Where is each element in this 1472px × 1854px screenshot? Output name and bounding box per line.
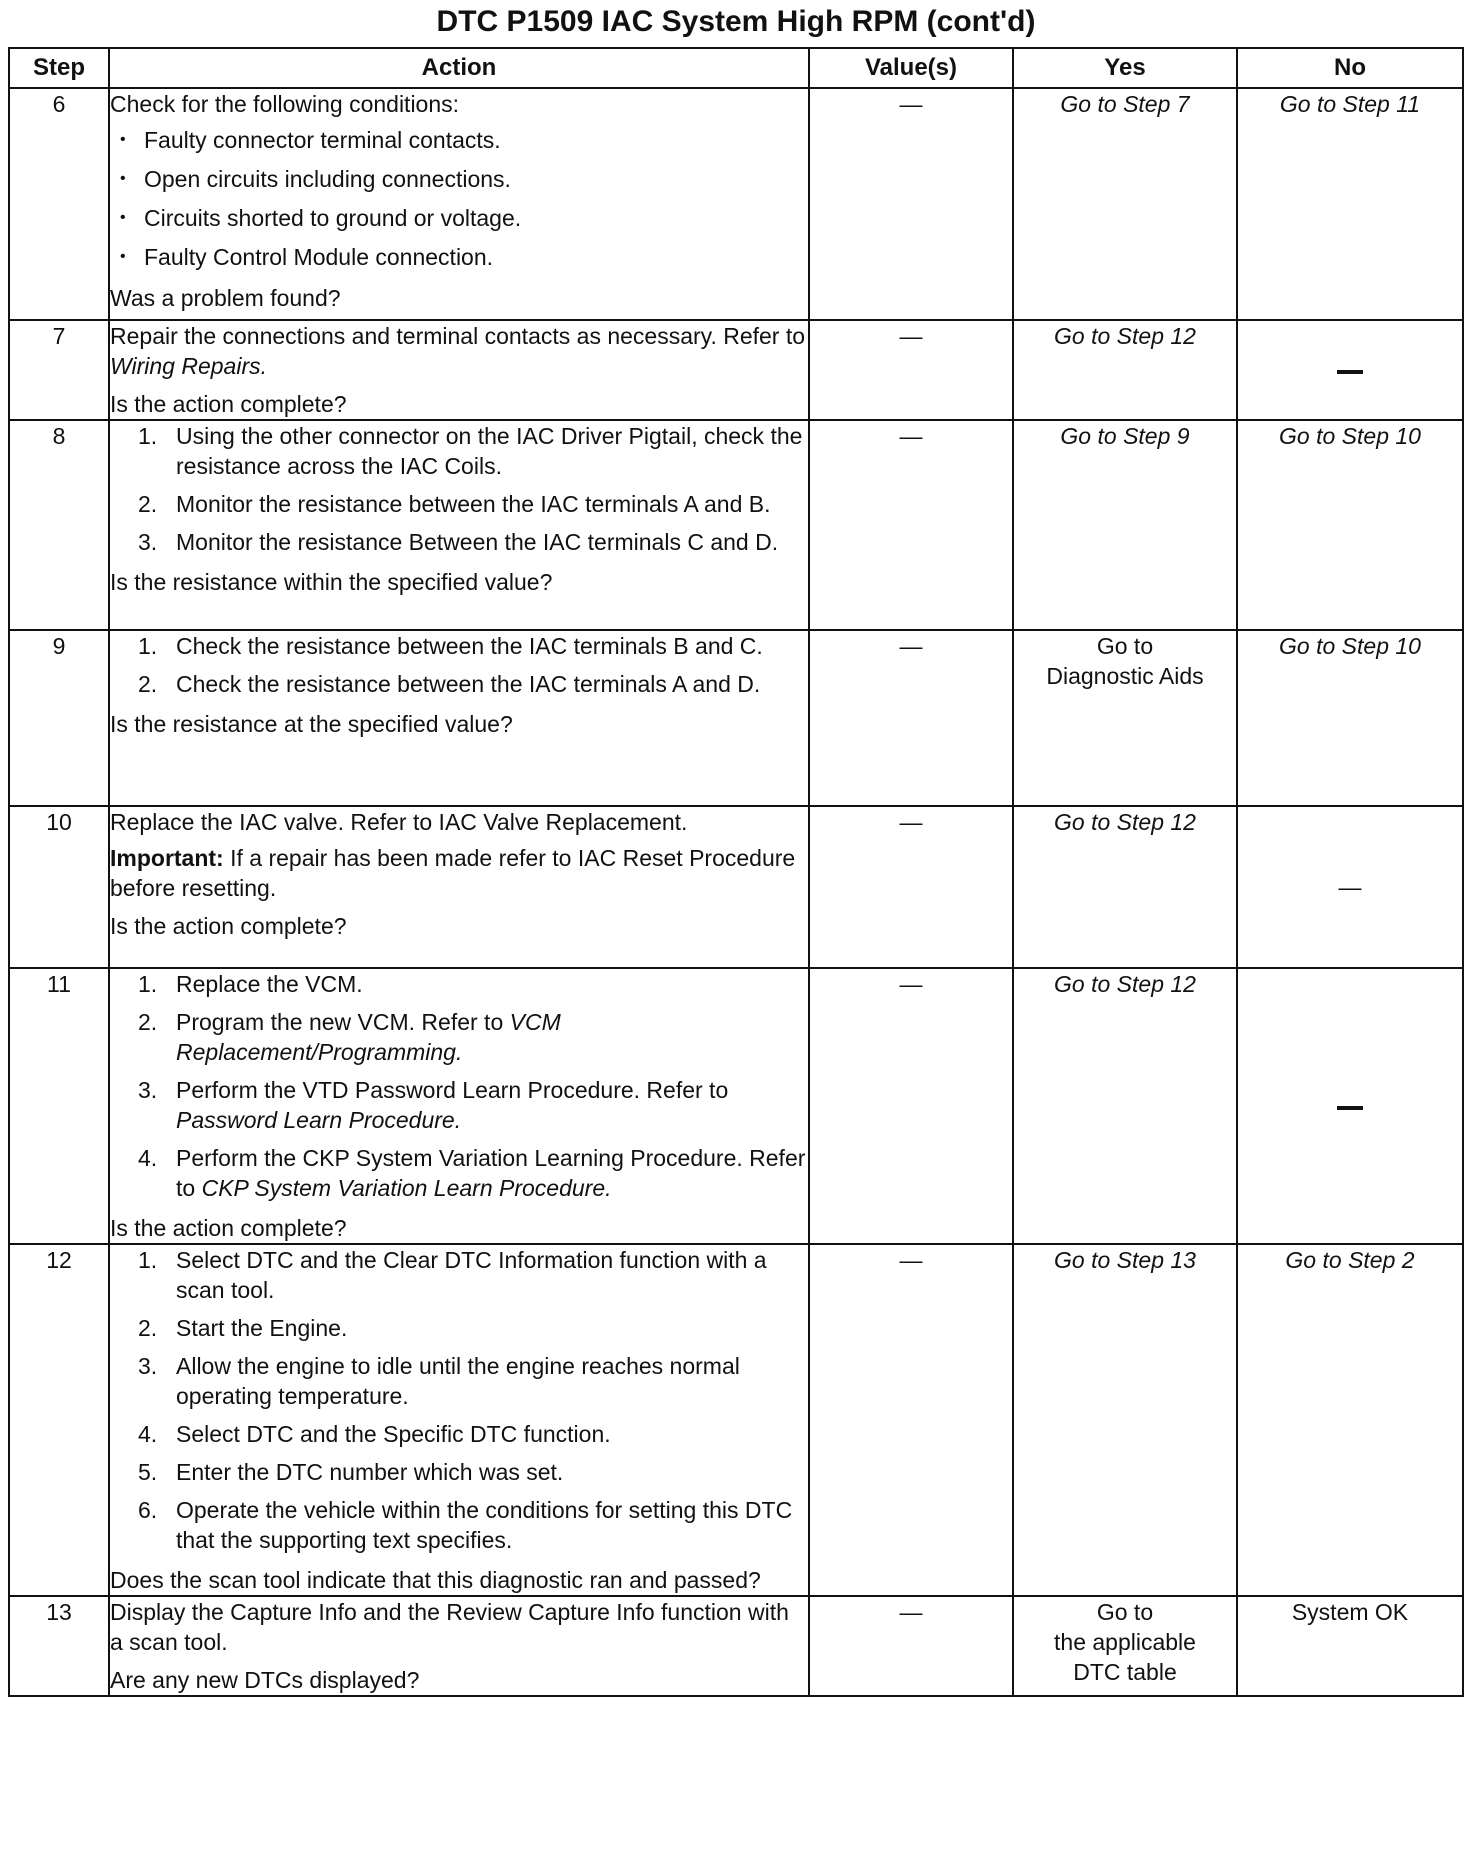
- list-item: 1. Using the other connector on the IAC Driver Pigtail, check the resistance across the IAC Coils.: [138, 423, 803, 479]
- list-item: 2. Check the resistance between the IAC terminals A and D.: [138, 671, 761, 697]
- value-cell: —: [809, 88, 1013, 320]
- list-item: 2. Start the Engine.: [138, 1315, 348, 1341]
- action-question: Are any new DTCs displayed?: [110, 1667, 420, 1693]
- table-row-step-10: [9, 806, 1463, 968]
- step-number: 11: [9, 968, 109, 1244]
- no-cell: Go to Step 11: [1237, 88, 1463, 320]
- list-item: 5. Enter the DTC number which was set.: [138, 1459, 564, 1485]
- step-number: 7: [9, 320, 109, 420]
- step-number: 10: [9, 806, 109, 968]
- table-row-step-6: [9, 88, 1463, 320]
- important-text: If a repair has been made refer to IAC Reset Procedure before resetting.: [110, 845, 796, 901]
- table-row-step-9: [9, 630, 1463, 806]
- table-row-step-7: [9, 320, 1463, 420]
- list-item: 1. Select DTC and the Clear DTC Information function with a scan tool.: [138, 1247, 767, 1303]
- yes-cell: Go to the applicable DTC table: [1013, 1596, 1237, 1696]
- list-item: • Circuits shorted to ground or voltage.: [144, 203, 808, 233]
- procedure-list: [110, 1245, 808, 1563]
- step-number: 8: [9, 420, 109, 630]
- no-cell: —: [1237, 806, 1463, 968]
- list-item: 6. Operate the vehicle within the conditions for setting this DTC that the supporting text specifies.: [138, 1497, 793, 1553]
- no-cell: Go to Step 10: [1237, 420, 1463, 630]
- action-question: Is the resistance at the specified value?: [110, 711, 513, 737]
- list-item: 3. Perform the VTD Password Learn Procedure. Refer to Password Learn Procedure.: [138, 1077, 729, 1133]
- yes-cell: Go to Step 12: [1013, 968, 1237, 1244]
- yes-cell: Go to Step 12: [1013, 806, 1237, 968]
- list-item: 4. Select DTC and the Specific DTC function.: [138, 1421, 611, 1447]
- no-cell: Go to Step 10: [1237, 630, 1463, 806]
- header-action: Action: [109, 48, 809, 88]
- value-cell: —: [809, 968, 1013, 1244]
- table-row-step-11: [9, 968, 1463, 1244]
- list-item: 1. Check the resistance between the IAC terminals B and C.: [138, 633, 763, 659]
- value-cell: —: [809, 806, 1013, 968]
- procedure-list: [110, 421, 808, 565]
- value-cell: —: [809, 1244, 1013, 1596]
- action-question: Was a problem found?: [110, 285, 341, 311]
- list-item: • Open circuits including connections.: [144, 164, 808, 194]
- diagnostic-table: [8, 47, 1464, 1697]
- list-item: 2. Program the new VCM. Refer to VCM Replacement/Programming.: [138, 1009, 561, 1065]
- header-values: Value(s): [809, 48, 1013, 88]
- action-cell: [109, 806, 809, 968]
- no-cell: System OK: [1237, 1596, 1463, 1696]
- procedure-list: [110, 631, 808, 707]
- important-label: Important:: [110, 845, 224, 871]
- value-cell: —: [809, 1596, 1013, 1696]
- yes-cell: Go to Diagnostic Aids: [1013, 630, 1237, 806]
- action-cell: [109, 1596, 809, 1696]
- header-yes: Yes: [1013, 48, 1237, 88]
- action-question: Is the action complete?: [110, 391, 347, 417]
- step-number: 6: [9, 88, 109, 320]
- list-item: • Faulty connector terminal contacts.: [144, 125, 808, 155]
- action-intro: Check for the following conditions:: [110, 91, 460, 117]
- action-cell: [109, 630, 809, 806]
- action-text: Replace the IAC valve. Refer to IAC Valve Replacement.: [110, 809, 688, 835]
- yes-cell: Go to Step 7: [1013, 88, 1237, 320]
- list-item: • Faulty Control Module connection.: [144, 242, 808, 272]
- condition-list: [110, 125, 808, 272]
- step-number: 9: [9, 630, 109, 806]
- table-row-step-8: [9, 420, 1463, 630]
- no-cell: [1237, 320, 1463, 420]
- list-item: 2. Monitor the resistance between the IAC terminals A and B.: [138, 491, 771, 517]
- list-item: 4. Perform the CKP System Variation Learning Procedure. Refer to CKP System Variation Learn Procedure.: [138, 1145, 806, 1201]
- action-question: Is the action complete?: [110, 913, 347, 939]
- no-cell: [1237, 968, 1463, 1244]
- table-row-step-12: [9, 1244, 1463, 1596]
- no-dash: [1337, 1106, 1363, 1110]
- list-item: 1. Replace the VCM.: [138, 971, 363, 997]
- step-number: 12: [9, 1244, 109, 1596]
- action-cell: [109, 420, 809, 630]
- step-number: 13: [9, 1596, 109, 1696]
- no-cell: Go to Step 2: [1237, 1244, 1463, 1596]
- header-no: No: [1237, 48, 1463, 88]
- action-text: Display the Capture Info and the Review Capture Info function with a scan tool.: [110, 1599, 789, 1655]
- action-cell: [109, 1244, 809, 1596]
- action-cell: [109, 968, 809, 1244]
- yes-cell: Go to Step 12: [1013, 320, 1237, 420]
- action-question: Is the resistance within the specified value?: [110, 569, 553, 595]
- header-step: Step: [9, 48, 109, 88]
- table-row-step-13: [9, 1596, 1463, 1696]
- action-cell: [109, 320, 809, 420]
- yes-cell: Go to Step 13: [1013, 1244, 1237, 1596]
- action-question: Does the scan tool indicate that this diagnostic ran and passed?: [110, 1567, 761, 1593]
- value-cell: —: [809, 420, 1013, 630]
- value-cell: —: [809, 320, 1013, 420]
- no-dash: [1337, 370, 1363, 374]
- procedure-list: [110, 969, 808, 1211]
- action-question: Is the action complete?: [110, 1215, 347, 1241]
- list-item: 3. Monitor the resistance Between the IAC terminals C and D.: [138, 529, 779, 555]
- header-row: [9, 48, 1463, 88]
- action-cell: [109, 88, 809, 320]
- yes-cell: Go to Step 9: [1013, 420, 1237, 630]
- list-item: 3. Allow the engine to idle until the engine reaches normal operating temperature.: [138, 1353, 740, 1409]
- action-text: Repair the connections and terminal contacts as necessary. Refer to: [110, 323, 806, 349]
- value-cell: —: [809, 630, 1013, 806]
- page-title: DTC P1509 IAC System High RPM (cont'd): [436, 5, 1036, 38]
- reference-link-text: Wiring Repairs.: [110, 353, 268, 379]
